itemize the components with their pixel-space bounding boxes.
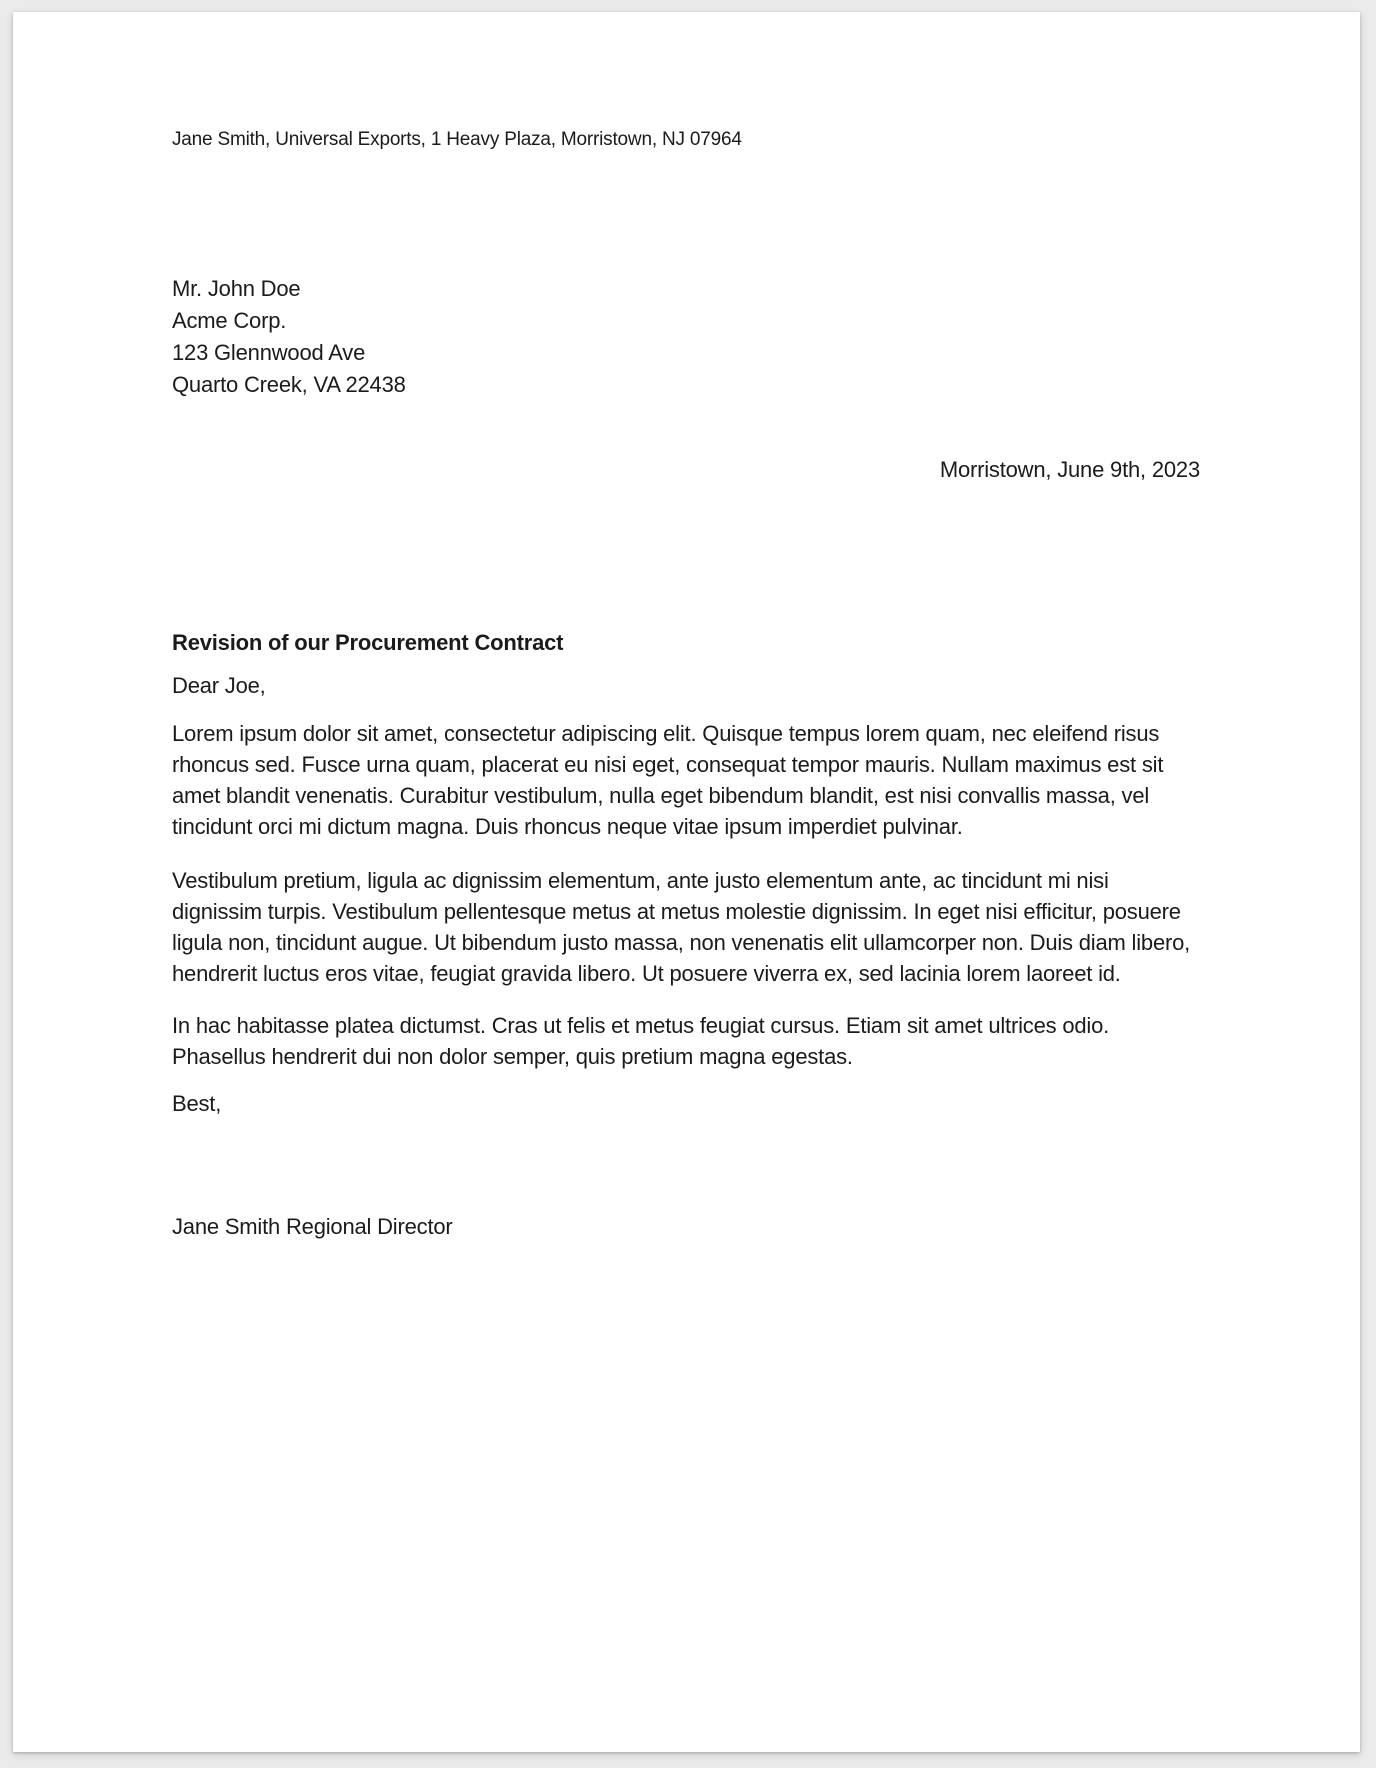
body-paragraph-2: Vestibulum pretium, ligula ac dignissim elementum, ante justo elementum ante, ac tincidunt mi nisi dignissim turpis. Vestibulum pellentesque metus at metus molestie dignissim. In eget nisi efficitur, posuere ligula non, tincidunt augue. Ut bibendum justo massa, non venenatis elit ullamcorper non. Duis diam libero, hendrerit luctus eros vitae, feugiat gravida libero. Ut posuere viverra ex, sed lacinia lorem laoreet id. bbox=[172, 868, 1191, 986]
signature-line: Jane Smith Regional Director bbox=[172, 1214, 453, 1239]
recipient-street-line: 123 Glennwood Ave bbox=[172, 340, 366, 365]
salutation: Dear Joe, bbox=[172, 673, 266, 698]
recipient-address-block bbox=[172, 273, 1200, 401]
date-line: Morristown, June 9th, 2023 bbox=[939, 457, 1200, 482]
recipient-name-line: Mr. John Doe bbox=[172, 276, 301, 301]
body-paragraph-1: Lorem ipsum dolor sit amet, consectetur adipiscing elit. Quisque tempus lorem quam, nec eleifend risus rhoncus sed. Fusce urna quam, placerat eu nisi eget, consequat tempor mauris. Nullam maximus est sit amet blandit venenatis. Curabitur vestibulum, nulla eget bibendum blandit, est nisi convallis massa, vel tincidunt orci mi dictum magna. Duis rhoncus neque vitae ipsum imperdiet pulvinar. bbox=[172, 721, 1164, 839]
body-paragraph-3: In hac habitasse platea dictumst. Cras ut felis et metus feugiat cursus. Etiam sit amet ultrices odio. Phasellus hendrerit dui non dolor semper, quis pretium magna egestas. bbox=[172, 1013, 1110, 1069]
recipient-city-line: Quarto Creek, VA 22438 bbox=[172, 372, 406, 397]
subject-line: Revision of our Procurement Contract bbox=[172, 630, 564, 655]
letter-page bbox=[13, 12, 1360, 1752]
recipient-company-line: Acme Corp. bbox=[172, 308, 287, 333]
closing-line: Best, bbox=[172, 1091, 222, 1116]
sender-return-address: Jane Smith, Universal Exports, 1 Heavy Plaza, Morristown, NJ 07964 bbox=[172, 129, 742, 150]
